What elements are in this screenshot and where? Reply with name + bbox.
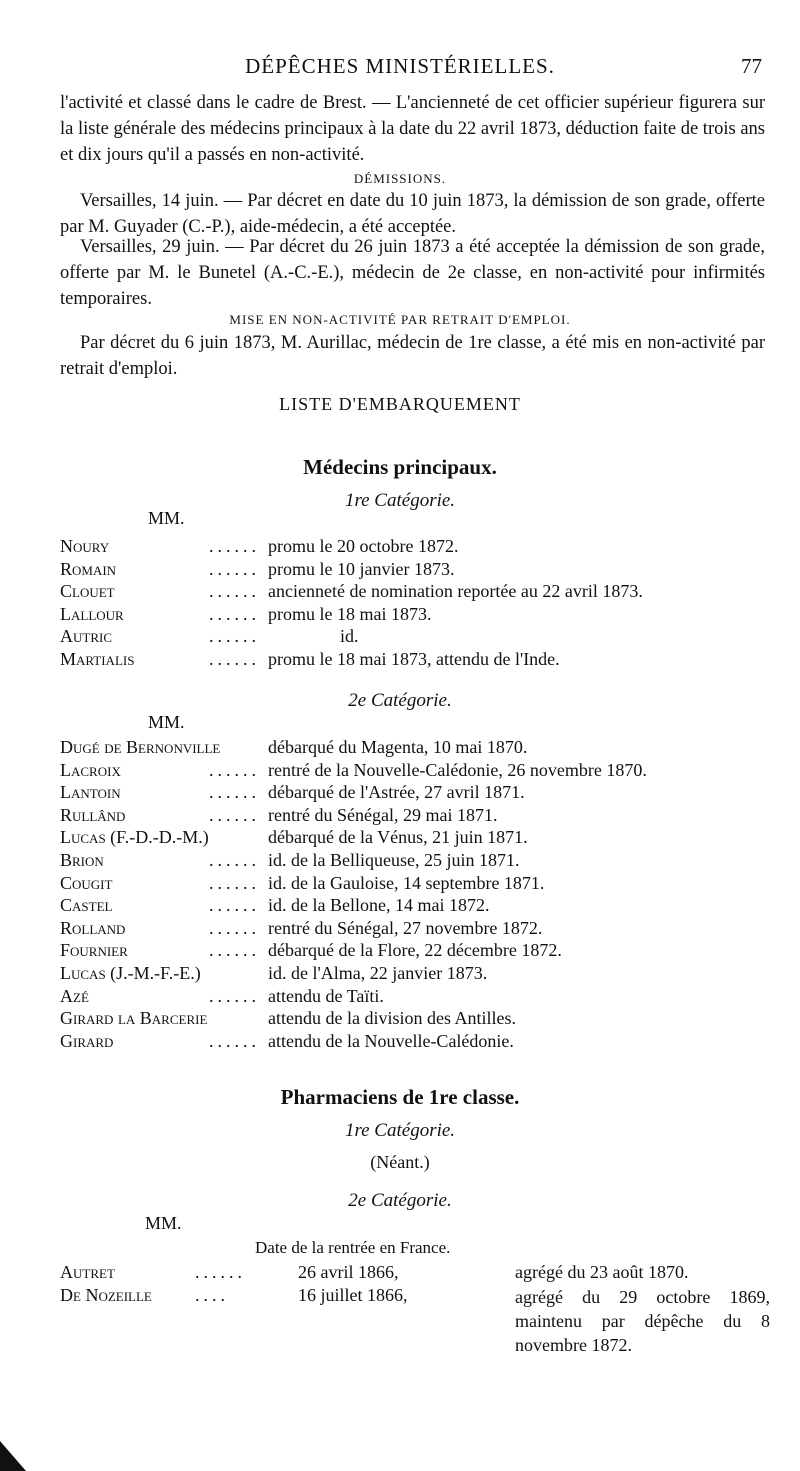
list-item: Lantoin ...... débarqué de l'Astrée, 27 avril 1871. — [60, 782, 525, 803]
medecins-cat2-title: 2e Catégorie. — [348, 690, 452, 711]
list-item: Lacroix ...... rentré de la Nouvelle-Calédonie, 26 novembre 1870. — [60, 759, 647, 780]
mm-label-3: MM. — [145, 1213, 182, 1233]
liste-heading: LISTE D'EMBARQUEMENT — [279, 394, 521, 414]
list-item: Clouet ...... ancienneté de nomination reportée au 22 avril 1873. — [60, 581, 643, 602]
list-item: Lallour ...... promu le 18 mai 1873. — [60, 603, 432, 624]
list-item: Lucas (J.-M.-F.-E.) id. de l'Alma, 22 janvier 1873. — [60, 962, 488, 983]
list-item: Girard la Barcerie attendu de la division des Antilles. — [60, 1008, 516, 1029]
pharmacien-date: 26 avril 1866, — [298, 1262, 399, 1282]
medecins-cat2-list — [60, 737, 790, 1053]
list-item: Romain ...... promu le 10 janvier 1873. — [60, 558, 455, 579]
list-item: Martialis ...... promu le 18 mai 1873, attendu de l'Inde. — [60, 648, 560, 669]
demission-entry-1: Versailles, 14 juin. — Par décret en date du 10 juin 1873, la démission de son grade, offerte par M. Guyader (C.-P.), aide-médecin, a été acceptée. — [60, 191, 765, 237]
demission-entry-2: Versailles, 29 juin. — Par décret du 26 juin 1873 a été acceptée la démission de son grade, offerte par M. le Bunetel (A.-C.-E.), médecin de 2e classe, en non-activité pour infirmités temporaires. — [60, 237, 765, 309]
pharmacien-remark: agrégé du 29 octobre 1869, maintenu par dépêche du 8 novembre 1872. — [515, 1287, 770, 1355]
page-corner-shadow — [0, 1441, 26, 1471]
page-header — [0, 54, 800, 84]
list-item: Azé ...... attendu de Taïti. — [60, 985, 384, 1006]
medecins-cat1-title: 1re Catégorie. — [344, 490, 456, 511]
medecins-heading: Médecins principaux. — [303, 455, 497, 479]
list-item: Dugé de Bernonville débarqué du Magenta, 10 mai 1870. — [60, 737, 528, 757]
pharmaciens-heading: Pharmaciens de 1re classe. — [280, 1085, 520, 1109]
document-page: DÉPÊCHES MINISTÉRIELLES. 77 l'activité et classé dans le cadre de Brest. — L'ancienneté de cet officier supérieur figurera sur la liste générale des médecins principaux à la date du 22 avril 1873, déduction faite de trois ans et dix jours qu'il a passés en non-activité. DÉMISSIONS. Versailles, 14 juin. — Par décret en date du 10 juin 1873, la démission de son grade, offerte par M. Guyader (C.-P.), aide-médecin, a été acceptée. Versailles, 29 juin. — Par décret du 26 juin 1873 a été acceptée la démission de son grade, offerte par M. le Bunetel (A.-C.-E.), médecin de 2e classe, en non-activité pour infirmités temporaires. MISE EN NON-ACTIVITÉ PAR RETRAIT D'EMPLOI. Par décret du 6 juin 1873, M. Aurillac, médecin de 1re classe, a été mis en non-activité par retrait d'emploi. LISTE D'EMBARQUEMENT Médecins principaux. 1re Catégorie. MM. Noury ...... promu le 20 octobre 1872. Romain ...... promu le 10 janvier 1873. Clouet ...... ancienneté de nomination reportée au 22 avril 1873. Lallour ...... promu le 18 mai 1873. Autric ...... id. Martialis ...... promu le 18 mai 1873, attendu de l'Inde. 2e Catégorie. MM. Dugé de Bernonville débarqué du Magenta, 10 mai 1870. Lacroix ...... rentré de la Nouvelle-Calédonie, 26 novembre 1870. Lantoin ...... débarqué de l'Astrée, 27 avril 1871. Rullând ...... rentré du Sénégal, 29 mai 1871. Lucas (F.-D.-D.-M.) débarqué de la Vénus, 21 juin 1871. Brion ...... id. de la Belliqueuse, 25 juin 1871. Cougit ...... id. de la Gauloise, 14 septembre 1871. Castel ...... id. de la Bellone, 14 mai 1872. Rolland ...... rentré du Sénégal, 27 novembre 1872. Fournier ...... débarqué de la Flore, 22 décembre 1872. Lucas (J.-M.-F.-E.) id. de l'Alma, 22 janvier 1873. Azé ...... attendu de Taïti. Girard la Barcerie attendu de la division des Antilles. Girard ...... attendu de la Nouvelle-Calédonie. Pharmaciens de 1re classe. 1re Catégorie. (Néant.) 2e Catégorie. MM. Date de la rentrée en France. Autret ...... 26 avril 1866, agrégé du 23 août 1870. De Nozeille .... 16 juillet 1866, agrégé du 29 octobre 1869, maintenu par dépêche du 8 novembre 1872. — [0, 0, 800, 1471]
pharmacien-date: 16 juillet 1866, — [298, 1285, 408, 1305]
list-item: Castel ...... id. de la Bellone, 14 mai 1872. — [60, 895, 490, 916]
mm-label: MM. — [148, 508, 185, 528]
list-item: Rullând ...... rentré du Sénégal, 29 mai 1871. — [60, 804, 498, 825]
date-column-header: Date de la rentrée en France. — [255, 1238, 451, 1257]
medecins-cat1-list — [60, 536, 790, 672]
list-item: Girard ...... attendu de la Nouvelle-Calédonie. — [60, 1030, 514, 1051]
list-item: Brion ...... id. de la Belliqueuse, 25 juin 1871. — [60, 849, 520, 870]
list-item: Cougit ...... id. de la Gauloise, 14 septembre 1871. — [60, 872, 545, 893]
list-item: Noury ...... promu le 20 octobre 1872. — [60, 536, 459, 556]
running-title: DÉPÊCHES MINISTÉRIELLES. — [245, 54, 555, 78]
list-item: Fournier ...... débarqué de la Flore, 22 décembre 1872. — [60, 940, 562, 961]
pharmaciens-cat1-title: 1re Catégorie. — [344, 1120, 456, 1141]
pharmaciens-cat2-title: 2e Catégorie. — [348, 1190, 452, 1211]
mm-label-2: MM. — [148, 712, 185, 732]
demissions-heading: DÉMISSIONS. — [353, 171, 447, 186]
intro-paragraph: l'activité et classé dans le cadre de Brest. — L'ancienneté de cet officier supérieur figurera sur la liste générale des médecins principaux à la date du 22 avril 1873, déduction faite de trois ans et dix jours qu'il a passés en non-activité. — [60, 93, 765, 165]
pharmacien-remark: agrégé du 23 août 1870. — [515, 1262, 689, 1282]
pharmaciens-cat1-note: (Néant.) — [370, 1152, 430, 1172]
pharmacien-name: De Nozeille — [60, 1285, 152, 1305]
list-item: Autric ...... id. — [60, 626, 359, 647]
pharmacien-name: Autret — [60, 1262, 115, 1282]
mise-heading: MISE EN NON-ACTIVITÉ PAR RETRAIT D'EMPLOI. — [229, 312, 571, 327]
list-item: Rolland ...... rentré du Sénégal, 27 novembre 1872. — [60, 917, 543, 938]
mise-paragraph: Par décret du 6 juin 1873, M. Aurillac, médecin de 1re classe, a été mis en non-activité par retrait d'emploi. — [60, 333, 765, 379]
page-number: 77 — [741, 54, 762, 78]
list-item: Lucas (F.-D.-D.-M.) débarqué de la Vénus, 21 juin 1871. — [60, 827, 528, 848]
